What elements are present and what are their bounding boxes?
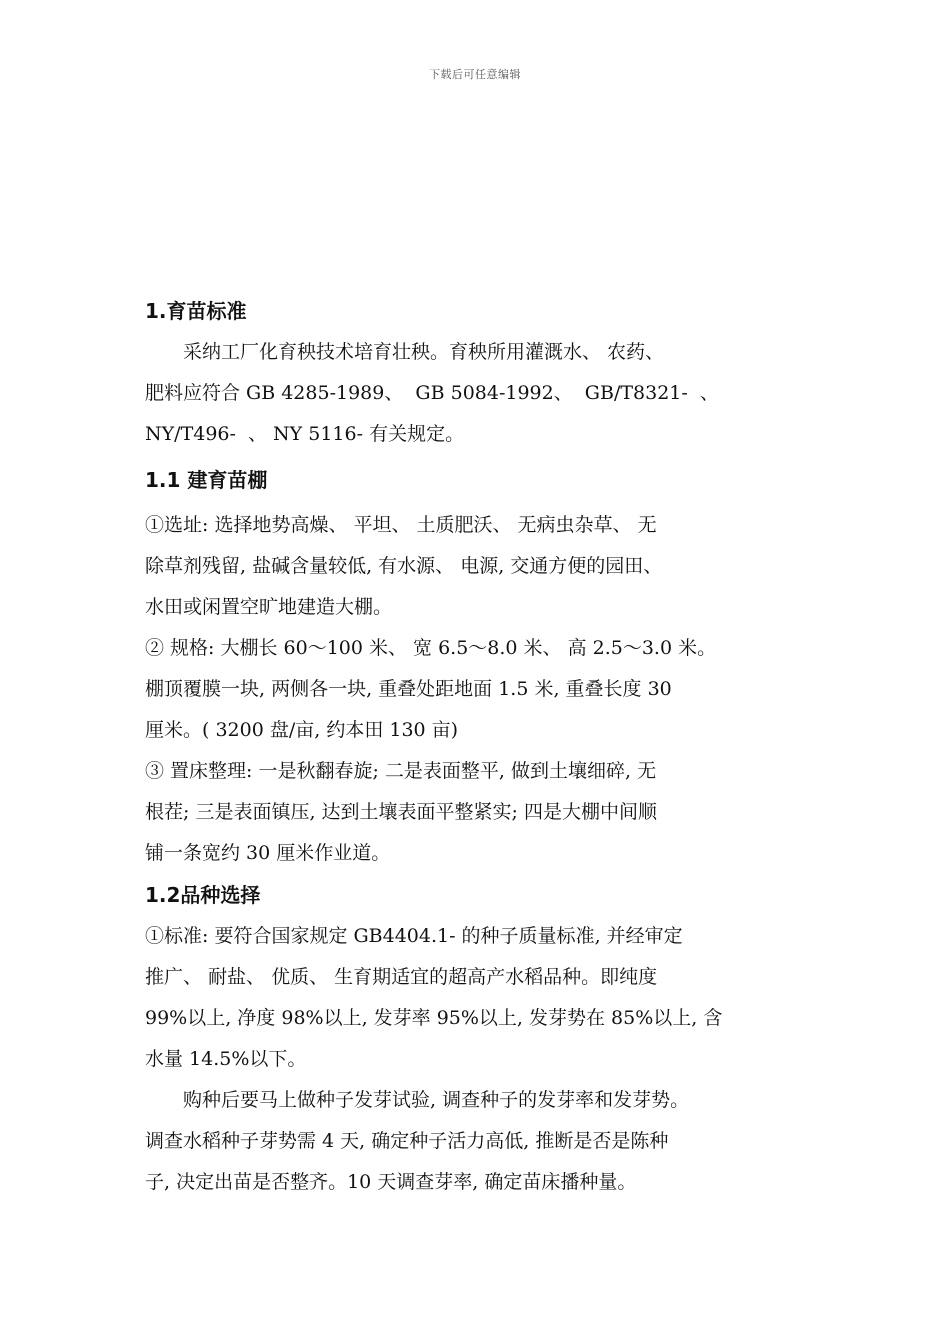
section-heading-1-1: 1.1 建育苗棚: [145, 468, 268, 492]
document-body: [145, 290, 815, 1203]
page-header: 下载后可任意编辑: [429, 68, 521, 81]
paragraph-line: 根茬; 三是表面镇压, 达到土壤表面平整紧实; 四是大棚中间顺: [145, 801, 657, 823]
paragraph-line: NY/T496- 、 NY 5116- 有关规定。: [145, 423, 465, 445]
paragraph-line: ①标准: 要符合国家规定 GB4404.1- 的种子质量标准, 并经审定: [145, 925, 683, 947]
paragraph-line: ③ 置床整理: 一是秋翻春旋; 二是表面整平, 做到土壤细碎, 无: [145, 760, 657, 782]
paragraph-line: ② 规格: 大棚长 60～100 米、 宽 6.5～8.0 米、 高 2.5～3.0 米。: [145, 637, 717, 659]
paragraph-line: 除草剂残留, 盐碱含量较低, 有水源、 电源, 交通方便的园田、: [145, 555, 663, 577]
section-heading-1-2: 1.2品种选择: [145, 883, 261, 907]
paragraph-line: 水量 14.5%以下。: [145, 1048, 307, 1070]
paragraph-line: ①选址: 选择地势高燥、 平坦、 土质肥沃、 无病虫杂草、 无: [145, 514, 657, 536]
paragraph-line: 棚顶覆膜一块, 两侧各一块, 重叠处距地面 1.5 米, 重叠长度 30: [145, 678, 672, 700]
section-heading-1: 1.育苗标准: [145, 299, 247, 323]
paragraph-line: 厘米。( 3200 盘/亩, 约本田 130 亩): [145, 719, 459, 741]
paragraph-line: 采纳工厂化育秧技术培育壮秧。育秧所用灌溉水、 农药、: [145, 341, 665, 363]
paragraph-line: 子, 决定出苗是否整齐。10 天调查芽率, 确定苗床播种量。: [145, 1171, 637, 1193]
paragraph-line: 99%以上, 净度 98%以上, 发芽率 95%以上, 发芽势在 85%以上, 含: [145, 1007, 723, 1029]
paragraph-line: 购种后要马上做种子发芽试验, 调查种子的发芽率和发芽势。: [145, 1089, 690, 1111]
paragraph-line: 水田或闲置空旷地建造大棚。: [145, 596, 393, 618]
paragraph-line: 推广、 耐盐、 优质、 生育期适宜的超高产水稻品种。即纯度: [145, 966, 658, 988]
paragraph-line: 肥料应符合 GB 4285-1989、 GB 5084-1992、 GB/T8321- 、: [145, 382, 719, 404]
paragraph-line: 调查水稻种子芽势需 4 天, 确定种子活力高低, 推断是否是陈种: [145, 1130, 669, 1152]
paragraph-line: 铺一条宽约 30 厘米作业道。: [145, 842, 391, 864]
